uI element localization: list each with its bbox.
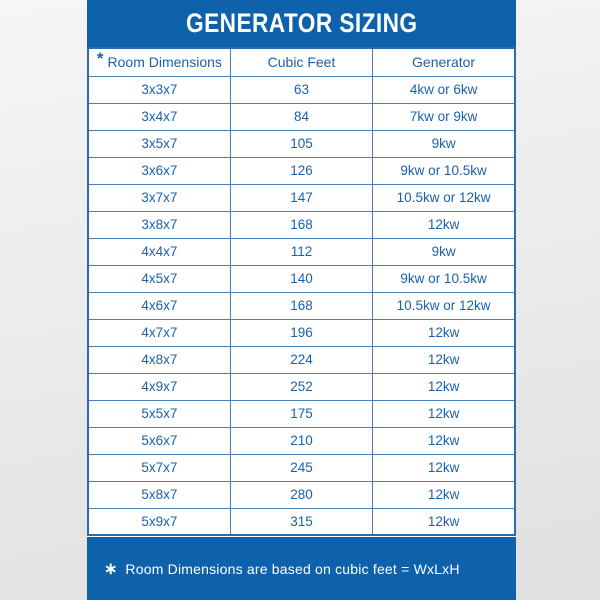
table-cell: 5x5x7 <box>88 400 230 427</box>
table-cell: 168 <box>230 292 372 319</box>
table-cell: 126 <box>230 157 372 184</box>
table-cell: 12kw <box>373 400 515 427</box>
table-cell: 147 <box>230 184 372 211</box>
table-row <box>88 400 515 427</box>
table-cell: 12kw <box>373 481 515 508</box>
table-cell: 12kw <box>373 508 515 535</box>
table-cell: 12kw <box>373 454 515 481</box>
table-cell: 175 <box>230 400 372 427</box>
table-cell: 3x7x7 <box>88 184 230 211</box>
table-header <box>88 48 515 76</box>
table-cell: 196 <box>230 319 372 346</box>
footnote-text: Room Dimensions are based on cubic feet = WxLxH <box>125 560 460 577</box>
table-row <box>88 265 515 292</box>
table-row <box>88 130 515 157</box>
title-bar <box>87 0 516 47</box>
table-row <box>88 184 515 211</box>
table-cell: 9kw or 10.5kw <box>373 157 515 184</box>
table-row <box>88 76 515 103</box>
column-header-label: Room Dimensions <box>107 54 222 71</box>
table-cell: 10.5kw or 12kw <box>373 184 515 211</box>
table-header-row <box>88 48 515 76</box>
table-row <box>88 319 515 346</box>
table-cell: 245 <box>230 454 372 481</box>
table-cell: 12kw <box>373 427 515 454</box>
asterisk-icon: ∗ <box>104 560 118 578</box>
table-cell: 5x7x7 <box>88 454 230 481</box>
table-cell: 12kw <box>373 211 515 238</box>
column-header-cubic-feet: Cubic Feet <box>230 48 372 76</box>
table-cell: 3x3x7 <box>88 76 230 103</box>
column-header-generator: Generator <box>373 48 515 76</box>
table-body <box>88 76 515 535</box>
table-cell: 140 <box>230 265 372 292</box>
table-cell: 3x4x7 <box>88 103 230 130</box>
table-cell: 5x9x7 <box>88 508 230 535</box>
table-cell: 210 <box>230 427 372 454</box>
table-row <box>88 508 515 535</box>
table-cell: 9kw <box>373 130 515 157</box>
table-cell: 84 <box>230 103 372 130</box>
page-title: GENERATOR SIZING <box>185 8 418 38</box>
table-cell: 252 <box>230 373 372 400</box>
table-cell: 3x8x7 <box>88 211 230 238</box>
generator-sizing-table <box>87 47 516 536</box>
table-row <box>88 346 515 373</box>
table-row <box>88 157 515 184</box>
table-cell: 3x5x7 <box>88 130 230 157</box>
table-cell: 4x9x7 <box>88 373 230 400</box>
table-cell: 4x4x7 <box>88 238 230 265</box>
table-cell: 4kw or 6kw <box>373 76 515 103</box>
table-cell: 4x6x7 <box>88 292 230 319</box>
table-cell: 4x7x7 <box>88 319 230 346</box>
table-row <box>88 454 515 481</box>
table-cell: 7kw or 9kw <box>373 103 515 130</box>
table-cell: 9kw or 10.5kw <box>373 265 515 292</box>
table-cell: 4x8x7 <box>88 346 230 373</box>
generator-sizing-panel <box>87 0 516 600</box>
table-cell: 12kw <box>373 346 515 373</box>
table-row <box>88 292 515 319</box>
table-cell: 5x8x7 <box>88 481 230 508</box>
table-cell: 12kw <box>373 373 515 400</box>
table-cell: 4x5x7 <box>88 265 230 292</box>
table-row <box>88 103 515 130</box>
footnote-bar <box>87 537 516 600</box>
column-header-room-dimensions <box>88 48 230 76</box>
table-cell: 10.5kw or 12kw <box>373 292 515 319</box>
table-row <box>88 238 515 265</box>
table-cell: 224 <box>230 346 372 373</box>
asterisk-marker: * <box>96 49 104 69</box>
table-cell: 12kw <box>373 319 515 346</box>
table-cell: 63 <box>230 76 372 103</box>
table-cell: 105 <box>230 130 372 157</box>
table-cell: 168 <box>230 211 372 238</box>
table-row <box>88 427 515 454</box>
table-cell: 280 <box>230 481 372 508</box>
table-cell: 112 <box>230 238 372 265</box>
table-row <box>88 481 515 508</box>
table-cell: 9kw <box>373 238 515 265</box>
table-cell: 5x6x7 <box>88 427 230 454</box>
table-cell: 315 <box>230 508 372 535</box>
table-row <box>88 373 515 400</box>
table-cell: 3x6x7 <box>88 157 230 184</box>
table-row <box>88 211 515 238</box>
